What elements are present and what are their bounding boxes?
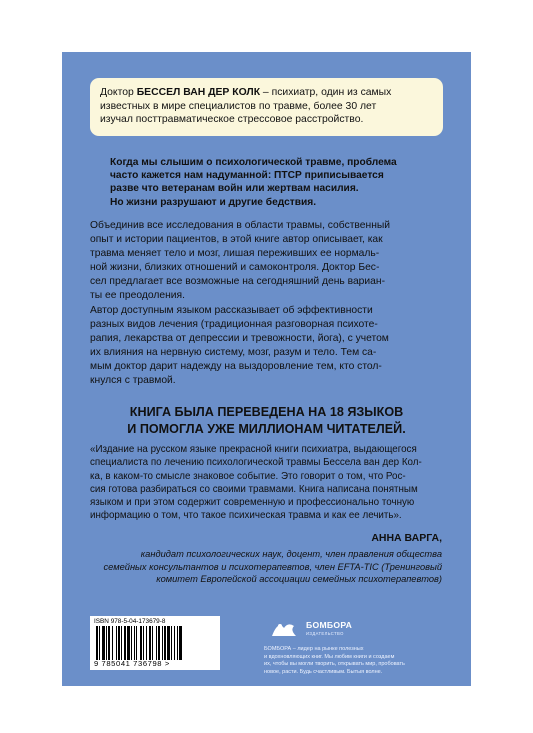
body-line: сел предлагает все возможные на сегодняшний день вариан-: [90, 276, 386, 288]
author-name: БЕССЕЛ ВАН ДЕР КОЛК: [136, 87, 261, 98]
lead-line: часто кажется нам надуманной: ПТСР приписывается: [110, 170, 384, 182]
credential-line: кандидат психологических наук, доцент, член правления общества: [140, 549, 442, 559]
publisher-subtitle: ИЗДАТЕЛЬСТВО: [306, 631, 344, 636]
body-line: Автор доступным языком рассказывает об эффективности: [90, 304, 373, 316]
body-line: Объединив все исследования в области травмы, собственный: [90, 220, 391, 231]
back-cover: [62, 52, 471, 686]
headline-line: И ПОМОГЛА УЖЕ МИЛЛИОНАМ ЧИТАТЕЛЕЙ.: [127, 422, 406, 436]
author-line-2: известных в мире специалистов по травме, более 30 лет: [100, 100, 377, 112]
translation-headline: [82, 404, 451, 438]
publisher-name: БОМБОРА: [306, 620, 353, 630]
lead-line: Но жизни разрушают и другие бедствия.: [110, 196, 317, 208]
lead-line: Когда мы слышим о психологической травме, проблема: [110, 157, 397, 168]
body-line: мым доктор дарит надежду на выздоровление тем, кто стол-: [90, 360, 382, 372]
quote-line: ка, в каком-то смысле знаковое событие. Это говорит о том, что Рос-: [90, 470, 406, 482]
description-text: [90, 219, 447, 388]
body-line: ты ее преодоления.: [90, 290, 185, 302]
author-line-1-rest: – психиатр, один из самых: [260, 87, 392, 98]
publisher-desc-line: и вдохновляющих книг. Мы любим книги и создаем: [264, 653, 395, 660]
body-line: их влияния на нервную систему, мозг, разум и тело. Тем са-: [90, 346, 377, 358]
body-line: кнулся с травмой.: [90, 375, 176, 387]
ean-digits: 9 785041 736798 >: [94, 659, 170, 668]
quote-line: специалиста по лечению психологической травмы Бессела ван дер Кол-: [90, 457, 422, 469]
quote-line: «Издание на русском языке прекрасной книги психиатра, выдающегося: [90, 444, 417, 455]
reviewer-name: АННА ВАРГА,: [371, 532, 442, 544]
body-line: ной жизни, близких отношений и самоконтроля. Доктор Бес-: [90, 262, 380, 274]
body-line: рапия, лекарства от депрессии и тревожности, йога), с учетом: [90, 332, 389, 344]
quote-line: языком и при этом содержит современную и профессионально точную: [90, 497, 415, 509]
body-line: опыт и истории пациентов, в этой книге автор описывает, как: [90, 234, 383, 246]
publisher-description: [264, 646, 444, 676]
publisher-desc-line: новое, расти. Будь счастливым. Бытыя волне.: [264, 668, 383, 675]
author-line-1: [100, 86, 433, 100]
author-info-box: [90, 78, 443, 136]
lead-paragraph: [110, 156, 440, 209]
credential-line: комитет Европейской ассоциации семейных психотерапевтов): [156, 574, 442, 585]
quote-line: сия готова разбираться со своими травмами. Книга написана понятным: [90, 483, 418, 495]
author-prefix: Доктор: [100, 87, 137, 98]
credential-line: семейных консультантов и психотерапевтов, член EFTA-TIC (Тренинговый: [103, 561, 442, 572]
publisher-desc-line: их, чтобы вы могли творить, открывать мир, пробовать: [264, 661, 405, 668]
publisher-desc-line: БОМБОРА – лидер на рынке полезных: [264, 646, 364, 652]
quote-line: информацию о том, что такое психическая травма и как ее лечить».: [90, 510, 402, 522]
lead-line: разве что ветеранам войн или жертвам насилия.: [110, 183, 359, 195]
body-line: травма меняет тело и мозг, лишая переживших ее нормаль-: [90, 248, 380, 260]
reviewer-credentials: [90, 548, 442, 586]
barcode-bars-icon: [94, 626, 214, 660]
isbn-text: ISBN 978-5-04-173679-8: [94, 618, 166, 625]
body-line: разных видов лечения (традиционная разговорная психоте-: [90, 318, 378, 330]
author-line-3: изучал посттравматическое стрессовое расстройство.: [100, 114, 364, 126]
bombora-logo-icon: [268, 618, 300, 640]
barcode-block: [90, 616, 220, 670]
review-quote: [90, 443, 447, 523]
headline-line: КНИГА БЫЛА ПЕРЕВЕДЕНА НА 18 ЯЗЫКОВ: [129, 405, 404, 419]
